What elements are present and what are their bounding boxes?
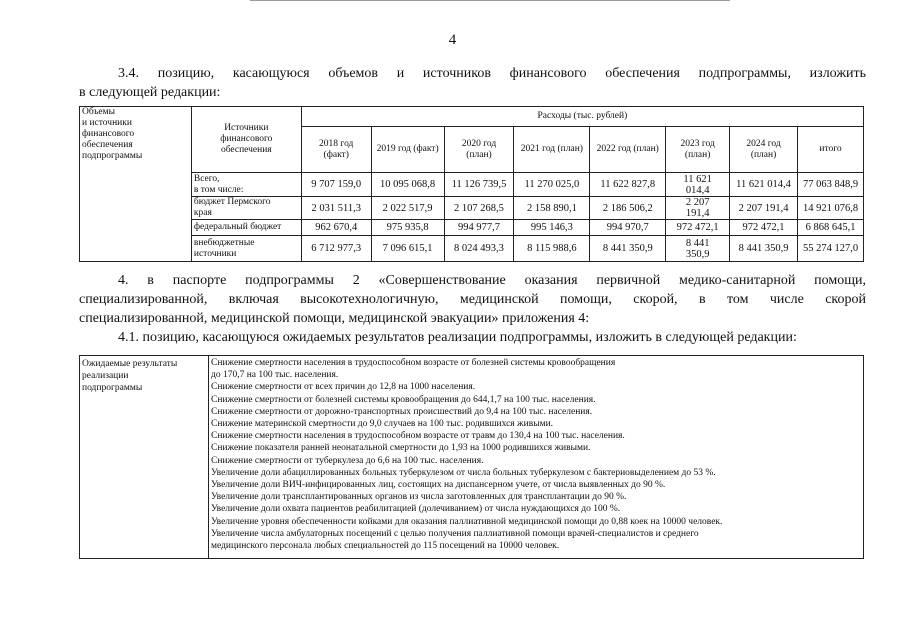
value-cell: 8 441 350,9 (666, 236, 730, 262)
table-row (80, 173, 864, 197)
value-cell: 2 022 517,9 (371, 197, 444, 220)
result-item: медицинского персонала любых специальностей до 115 посещений на 10000 человек. (211, 541, 560, 552)
result-item: до 170,7 на 100 тыс. населения. (211, 370, 339, 381)
table-row (80, 236, 864, 262)
table-row (80, 197, 864, 220)
value-cell: 8 024 493,3 (444, 236, 514, 262)
year-header: 2024 год (план) (730, 127, 798, 173)
source-header: Источники финансового обеспечения (191, 107, 301, 173)
value-cell: 11 621 014,4 (730, 173, 798, 197)
value-cell: 2 207 191,4 (666, 197, 730, 220)
paragraph-3-4-line2: в следующей редакции: (79, 85, 221, 100)
year-header: 2022 год (план) (590, 127, 666, 173)
paragraph-3-4-cont (79, 83, 379, 102)
result-item: Увеличение уровня обеспеченности койками для оказания паллиативной медицинской помощи до 0,88 коек на 10000 человек. (211, 516, 723, 527)
year-header: 2023 год (план) (666, 127, 730, 173)
source-cell: внебюджетные источники (191, 236, 301, 262)
result-item: Снижение смертности от всех причин до 12,8 на 1000 населения. (211, 382, 476, 393)
value-cell: 11 270 025,0 (514, 173, 590, 197)
value-cell: 975 935,8 (371, 220, 444, 236)
paragraph-4-line1: 4. в паспорте подпрограммы 2 «Совершенствование оказания первичной медико-санитарной помощи, (118, 273, 866, 288)
paragraph-4-line3: специализированной, медицинской помощи, медицинской эвакуации» приложения 4: (79, 311, 590, 326)
value-cell: 6 868 645,1 (798, 220, 864, 236)
expenses-header: Расходы (тыс. рублей) (301, 107, 863, 127)
year-header: 2021 год (план) (514, 127, 590, 173)
source-cell: бюджет Пермского края (191, 197, 301, 220)
value-cell: 8 441 350,9 (730, 236, 798, 262)
result-item: Снижение смертности от туберкулеза до 6,6 на 100 тыс. населения. (211, 455, 484, 466)
value-cell: 14 921 076,8 (798, 197, 864, 220)
value-cell: 10 095 068,8 (371, 173, 444, 197)
source-cell: федеральный бюджет (191, 220, 301, 236)
result-item: Снижение смертности от дорожно-транспортных происшествий до 9,4 на 100 тыс. населения. (211, 406, 593, 417)
value-cell: 962 670,4 (301, 220, 371, 236)
paragraph-4-1-text: 4.1. позицию, касающуюся ожидаемых результатов реализации подпрограммы, изложить в следующей редакции: (118, 330, 797, 345)
value-cell: 994 970,7 (590, 220, 666, 236)
value-cell: 11 126 739,5 (444, 173, 514, 197)
value-cell: 2 107 268,5 (444, 197, 514, 220)
finance-label-cell: Объемы и источники финансового обеспечения подпрограммы (80, 107, 192, 262)
year-header: 2020 год (план) (444, 127, 514, 173)
value-cell: 8 441 350,9 (590, 236, 666, 262)
result-item: Снижение материнской смертности до 9,0 случаев на 100 тыс. родившихся живыми. (211, 419, 554, 430)
value-cell: 11 621 014,4 (666, 173, 730, 197)
source-cell: Всего, в том числе: (191, 173, 301, 197)
value-cell: 2 186 506,2 (590, 197, 666, 220)
results-list (209, 356, 864, 559)
result-item: Снижение показателя ранней неонатальной смертности до 1,93 на 1000 родившихся живыми. (211, 443, 591, 454)
results-label: Ожидаемые результаты реализации подпрограммы (80, 356, 209, 559)
result-item: Увеличение доли абациллированных больных туберкулезом от числа больных туберкулезом с бактериовыделением до 53 %. (211, 467, 716, 478)
value-cell: 972 472,1 (730, 220, 798, 236)
result-item: Снижение смертности населения в трудоспособном возрасте от травм до 130,4 на 100 тыс. населения. (211, 431, 625, 442)
value-cell: 7 096 615,1 (371, 236, 444, 262)
result-item: Снижение смертности от болезней системы кровообращения до 644,1,7 на 100 тыс. населения. (211, 394, 596, 405)
value-cell: 2 031 511,3 (301, 197, 371, 220)
result-item: Увеличение доли ВИЧ-инфицированных лиц, состоящих на диспансерном учете, от числа выявленных до 90 %. (211, 480, 666, 491)
paragraph-3-4 (118, 64, 866, 83)
scan-edge-line (250, 0, 730, 1)
result-item: Увеличение доли охвата пациентов реабилитацией (долечиванием) от числа нуждающихся до 100 %. (211, 504, 621, 515)
value-cell: 55 274 127,0 (798, 236, 864, 262)
result-item: Увеличение доли трансплантированных органов из числа заготовленных для трансплантации до 90 %. (211, 492, 627, 503)
paragraph-3-4-line1: 3.4. позицию, касающуюся объемов и источников финансового обеспечения подпрограммы, изложить (118, 66, 866, 81)
value-cell: 77 063 848,9 (798, 173, 864, 197)
value-cell: 11 622 827,8 (590, 173, 666, 197)
results-table (79, 355, 864, 559)
value-cell: 2 207 191,4 (730, 197, 798, 220)
paragraph-4 (79, 271, 866, 328)
table-row (80, 220, 864, 236)
value-cell: 2 158 890,1 (514, 197, 590, 220)
value-cell: 972 472,1 (666, 220, 730, 236)
paragraph-4-1 (118, 328, 866, 347)
finance-table (79, 106, 864, 262)
page-number: 4 (448, 32, 457, 48)
paragraph-4-line2: специализированной, включая высокотехнологичную, медицинской помощи, скорой, в том числе скорой (79, 292, 866, 307)
value-cell: 995 146,3 (514, 220, 590, 236)
year-header: 2019 год (факт) (371, 127, 444, 173)
value-cell: 6 712 977,3 (301, 236, 371, 262)
result-item: Снижение смертности населения в трудоспособном возрасте от болезней системы кровообращения (211, 358, 616, 368)
result-item: Увеличение числа амбулаторных посещений с целью получения паллиативной помощи врачей-специалистов и среднего (211, 528, 699, 539)
value-cell: 8 115 988,6 (514, 236, 590, 262)
year-header: итого (798, 127, 864, 173)
value-cell: 994 977,7 (444, 220, 514, 236)
value-cell: 9 707 159,0 (301, 173, 371, 197)
year-header: 2018 год (факт) (301, 127, 371, 173)
